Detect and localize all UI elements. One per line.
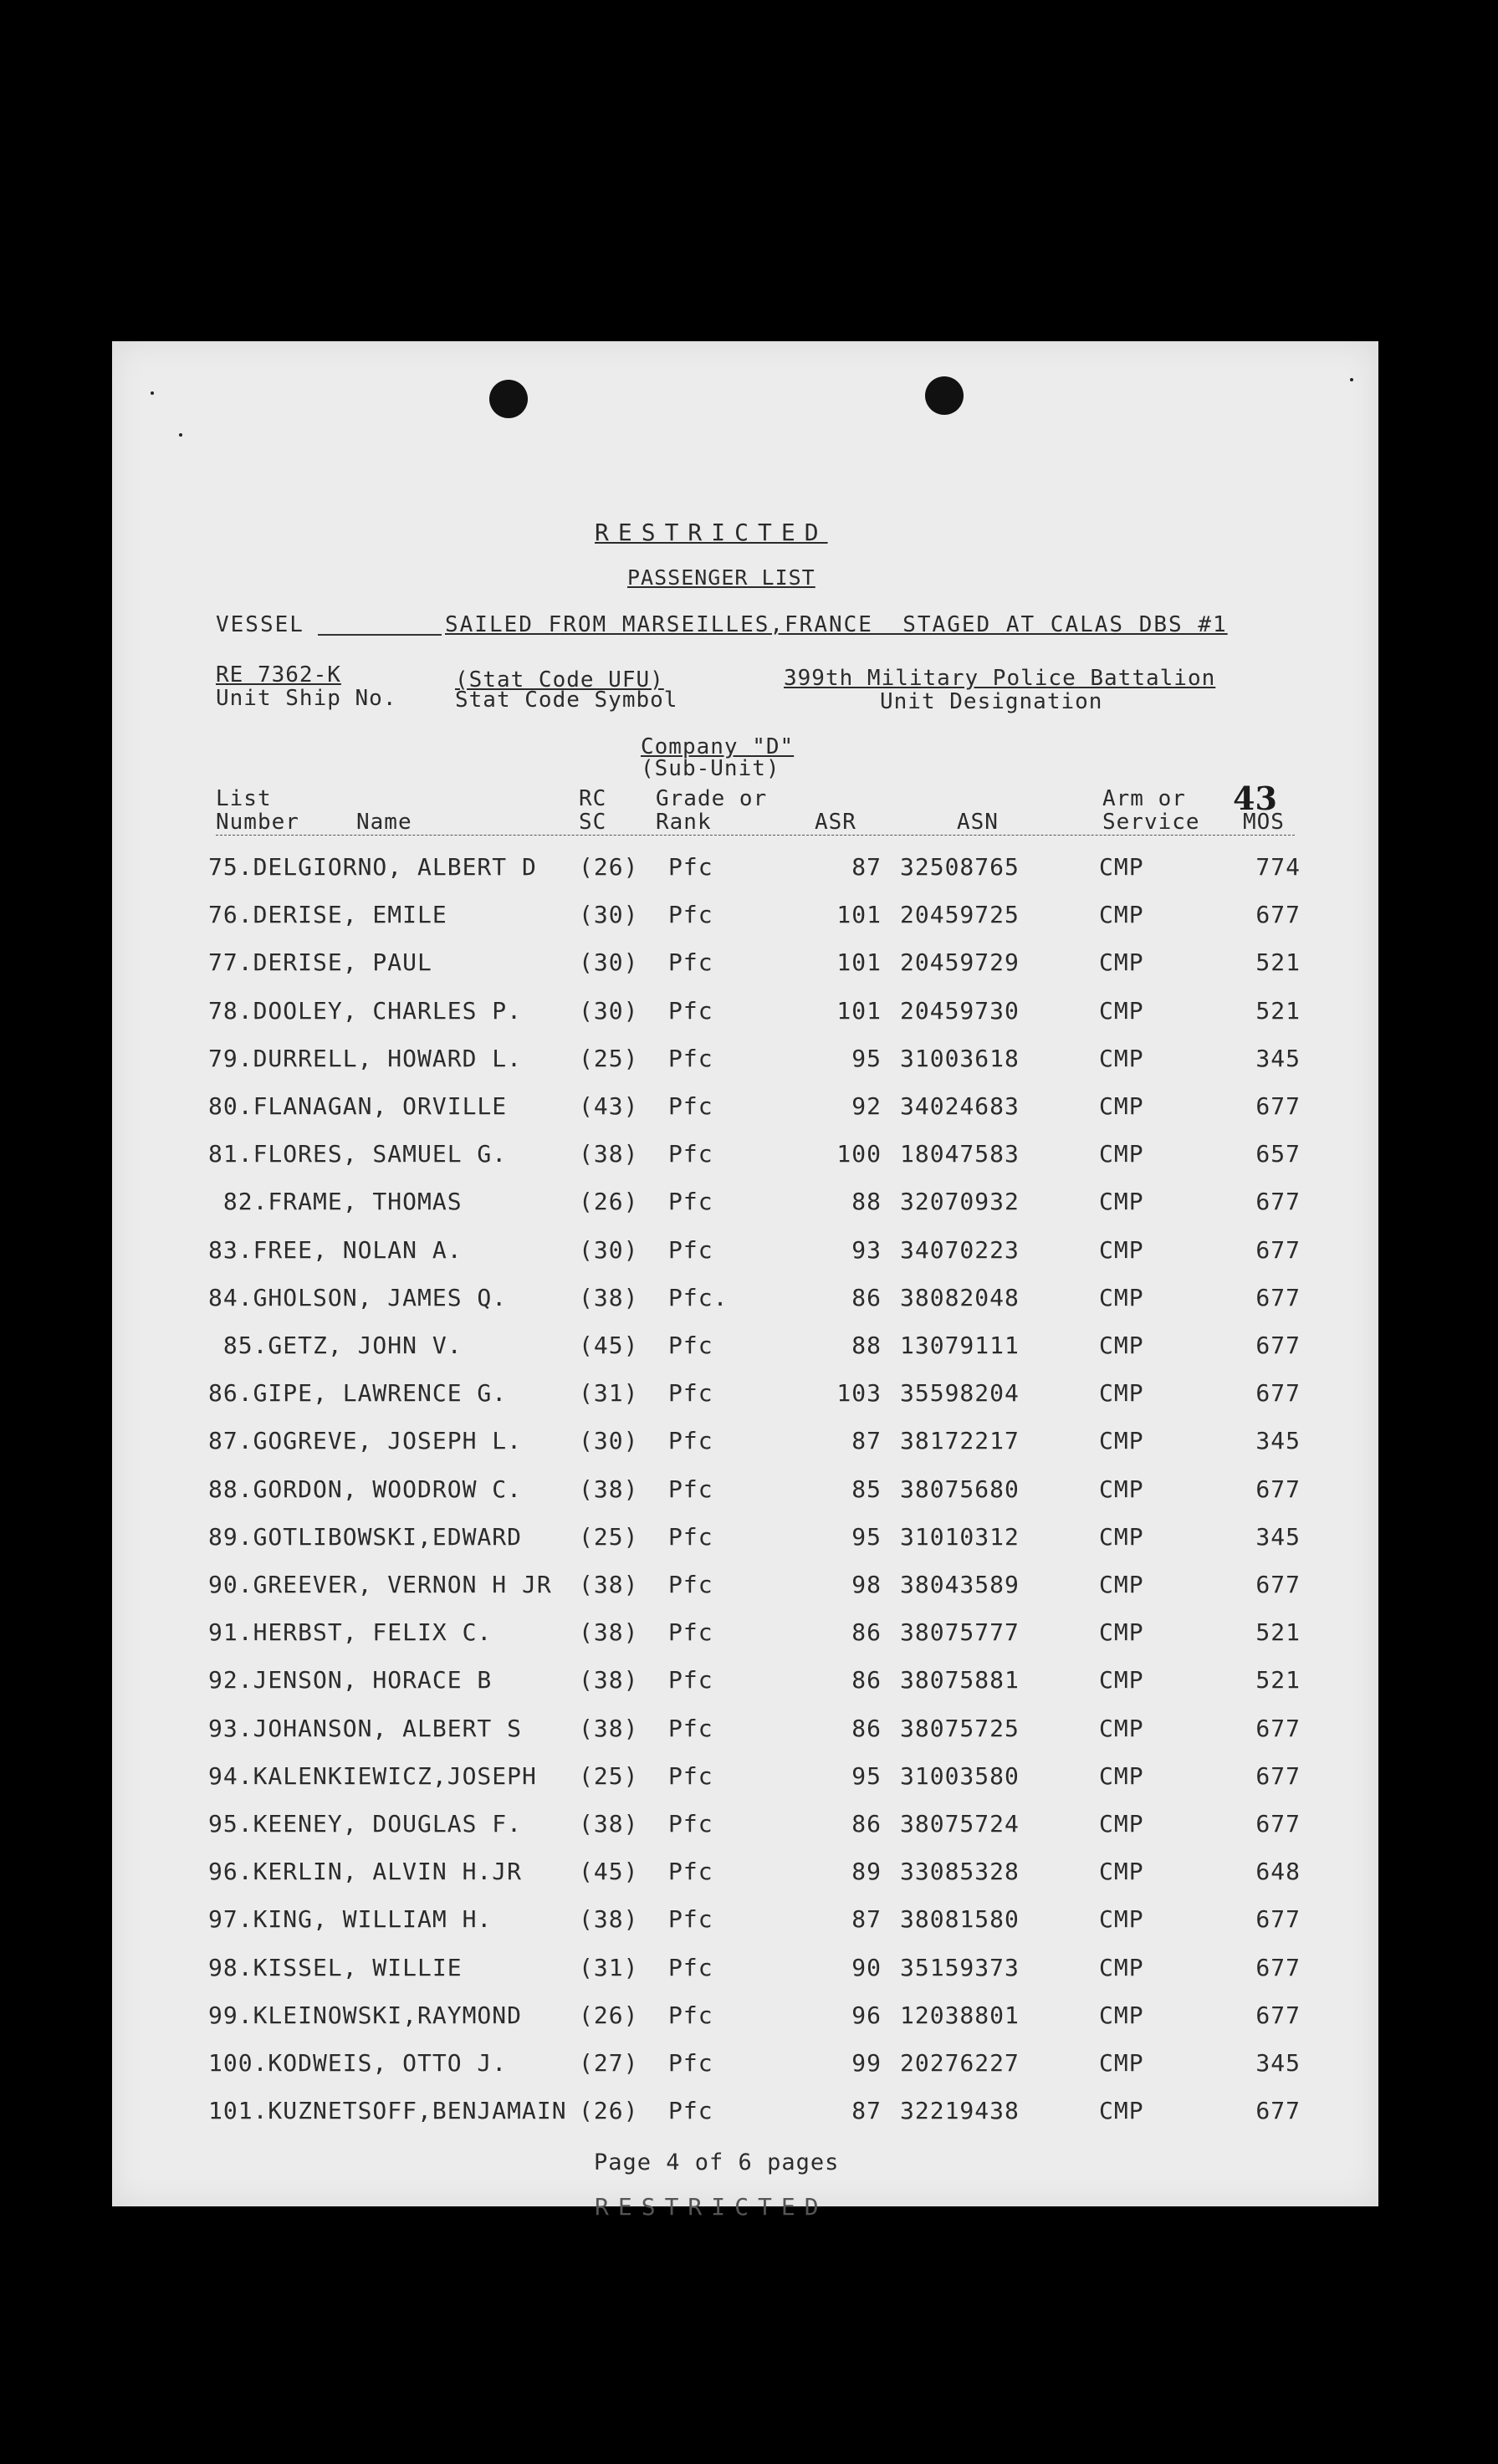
cell-grade: Pfc [668, 1092, 713, 1120]
cell-name: 85.GETZ, JOHN V. [208, 1332, 463, 1359]
cell-arm: CMP [1099, 1954, 1144, 1981]
cell-grade: Pfc [668, 1715, 713, 1742]
cell-arm: CMP [1099, 1379, 1144, 1407]
cell-mos: 345 [1255, 2049, 1301, 2077]
cell-arm: CMP [1099, 1427, 1144, 1454]
cell-rc: (38) [579, 1666, 639, 1694]
cell-asr: 86 [851, 1284, 882, 1311]
cell-asn: 34024683 [900, 1092, 1020, 1120]
cell-name: 86.GIPE, LAWRENCE G. [208, 1379, 508, 1407]
document-page [112, 341, 1378, 2221]
cell-grade: Pfc [668, 1810, 713, 1838]
col-asn-label: ASN [957, 810, 999, 835]
cell-asr: 93 [851, 1236, 882, 1264]
col-grade-label: Grade or [656, 786, 768, 811]
cell-arm: CMP [1099, 1140, 1144, 1168]
cell-asr: 86 [851, 1666, 882, 1694]
cell-mos: 677 [1255, 1092, 1301, 1120]
cell-asn: 31003618 [900, 1045, 1020, 1072]
cell-asr: 87 [851, 853, 882, 881]
cell-rc: (30) [579, 901, 639, 928]
cell-arm: CMP [1099, 1762, 1144, 1790]
cell-rc: (38) [579, 1715, 639, 1742]
sub-unit-label: (Sub-Unit) [641, 756, 780, 781]
cell-arm: CMP [1099, 1810, 1144, 1838]
cell-rc: (30) [579, 948, 639, 976]
cell-arm: CMP [1099, 853, 1144, 881]
cell-arm: CMP [1099, 1523, 1144, 1551]
cell-name: 97.KING, WILLIAM H. [208, 1905, 493, 1933]
cell-arm: CMP [1099, 2001, 1144, 2029]
unit-ship-no-value: RE 7362-K [216, 662, 341, 688]
cell-arm: CMP [1099, 1905, 1144, 1933]
cell-asn: 18047583 [900, 1140, 1020, 1168]
cell-rc: (26) [579, 853, 639, 881]
table-row [112, 1475, 1378, 1509]
page-count: Page 4 of 6 pages [594, 2150, 840, 2175]
col-sc-label: SC [579, 810, 607, 835]
cell-arm: CMP [1099, 1092, 1144, 1120]
cell-name: 93.JOHANSON, ALBERT S [208, 1715, 523, 1742]
cell-grade: Pfc [668, 1954, 713, 1981]
cell-arm: CMP [1099, 1475, 1144, 1503]
col-service-label: Service [1102, 810, 1200, 835]
cell-arm: CMP [1099, 1571, 1144, 1598]
punch-hole-left [489, 380, 528, 418]
restricted-title: RESTRICTED [595, 519, 828, 546]
cell-asn: 20459725 [900, 901, 1020, 928]
cell-grade: Pfc [668, 853, 713, 881]
cell-rc: (26) [579, 2001, 639, 2029]
cell-name: 91.HERBST, FELIX C. [208, 1618, 493, 1646]
cell-asr: 85 [851, 1475, 882, 1503]
cell-asn: 38075777 [900, 1618, 1020, 1646]
cell-mos: 345 [1255, 1045, 1301, 1072]
cell-name: 94.KALENKIEWICZ,JOSEPH [208, 1762, 537, 1790]
cell-asn: 31010312 [900, 1523, 1020, 1551]
sailed-staged-line: SAILED FROM MARSEILLES,FRANCE STAGED AT CALAS DBS #1 [445, 612, 1228, 637]
cell-grade: Pfc [668, 1188, 713, 1215]
cell-grade: Pfc [668, 1618, 713, 1646]
table-row [112, 1954, 1378, 1987]
cell-grade: Pfc [668, 948, 713, 976]
table-row [112, 2049, 1378, 2083]
table-row [112, 1858, 1378, 1891]
cell-mos: 521 [1255, 1666, 1301, 1694]
cell-mos: 657 [1255, 1140, 1301, 1168]
table-row [112, 1762, 1378, 1796]
table-row [112, 2097, 1378, 2130]
cell-rc: (27) [579, 2049, 639, 2077]
unit-designation-label: Unit Designation [880, 689, 1103, 714]
cell-arm: CMP [1099, 1618, 1144, 1646]
col-arm-label: Arm or [1102, 786, 1186, 811]
cell-grade: Pfc [668, 1762, 713, 1790]
cell-asn: 32508765 [900, 853, 1020, 881]
cell-arm: CMP [1099, 948, 1144, 976]
cell-asr: 95 [851, 1762, 882, 1790]
table-row [112, 1379, 1378, 1413]
table-row [112, 1140, 1378, 1173]
cell-asn: 13079111 [900, 1332, 1020, 1359]
table-row [112, 1810, 1378, 1843]
table-row [112, 1715, 1378, 1748]
cell-asr: 101 [836, 997, 882, 1025]
cell-rc: (25) [579, 1762, 639, 1790]
table-row [112, 1618, 1378, 1652]
col-asr-label: ASR [815, 810, 856, 835]
cell-name: 82.FRAME, THOMAS [208, 1188, 463, 1215]
cell-asn: 38081580 [900, 1905, 1020, 1933]
cell-name: 88.GORDON, WOODROW C. [208, 1475, 523, 1503]
cell-arm: CMP [1099, 1045, 1144, 1072]
cell-arm: CMP [1099, 997, 1144, 1025]
cell-grade: Pfc [668, 1045, 713, 1072]
table-row [112, 901, 1378, 934]
cell-mos: 677 [1255, 1571, 1301, 1598]
cell-name: 83.FREE, NOLAN A. [208, 1236, 463, 1264]
cell-rc: (25) [579, 1523, 639, 1551]
table-row [112, 1571, 1378, 1604]
cell-rc: (43) [579, 1092, 639, 1120]
cell-rc: (38) [579, 1571, 639, 1598]
cell-asn: 20459729 [900, 948, 1020, 976]
cell-rc: (38) [579, 1618, 639, 1646]
document-type: PASSENGER LIST [627, 565, 815, 590]
cell-asr: 103 [836, 1379, 882, 1407]
cell-asr: 86 [851, 1715, 882, 1742]
cell-asr: 99 [851, 2049, 882, 2077]
table-row [112, 1332, 1378, 1365]
cell-asn: 38082048 [900, 1284, 1020, 1311]
cell-mos: 677 [1255, 1810, 1301, 1838]
cell-asr: 89 [851, 1858, 882, 1885]
cell-name: 79.DURRELL, HOWARD L. [208, 1045, 523, 1072]
cell-mos: 677 [1255, 2097, 1301, 2124]
cell-asr: 101 [836, 901, 882, 928]
table-row [112, 2001, 1378, 2035]
table-row [112, 948, 1378, 982]
cell-rc: (26) [579, 2097, 639, 2124]
col-number-label: Number [216, 810, 299, 835]
table-row [112, 1905, 1378, 1939]
table-row [112, 1236, 1378, 1270]
table-row [112, 1188, 1378, 1221]
cell-mos: 521 [1255, 1618, 1301, 1646]
cell-grade: Pfc [668, 901, 713, 928]
col-mos-label: MOS [1243, 810, 1285, 835]
cell-mos: 521 [1255, 997, 1301, 1025]
cell-asr: 92 [851, 1092, 882, 1120]
cell-rc: (38) [579, 1810, 639, 1838]
cell-grade: Pfc [668, 1379, 713, 1407]
cell-name: 98.KISSEL, WILLIE [208, 1954, 463, 1981]
cell-name: 81.FLORES, SAMUEL G. [208, 1140, 508, 1168]
cell-rc: (26) [579, 1188, 639, 1215]
cell-grade: Pfc [668, 1332, 713, 1359]
cell-name: 87.GOGREVE, JOSEPH L. [208, 1427, 523, 1454]
cell-name: 77.DERISE, PAUL [208, 948, 432, 976]
cell-asr: 86 [851, 1618, 882, 1646]
cell-mos: 648 [1255, 1858, 1301, 1885]
table-row [112, 1092, 1378, 1126]
cell-grade: Pfc [668, 1858, 713, 1885]
speck [151, 391, 154, 395]
cell-asn: 12038801 [900, 2001, 1020, 2029]
cell-asn: 38075680 [900, 1475, 1020, 1503]
cell-asr: 95 [851, 1523, 882, 1551]
speck [179, 433, 182, 437]
cell-name: 89.GOTLIBOWSKI,EDWARD [208, 1523, 523, 1551]
cell-asn: 32219438 [900, 2097, 1020, 2124]
restricted-footer: RESTRICTED [595, 2193, 828, 2221]
cell-asn: 33085328 [900, 1858, 1020, 1885]
cell-mos: 345 [1255, 1523, 1301, 1551]
cell-asn: 20459730 [900, 997, 1020, 1025]
cell-mos: 677 [1255, 1236, 1301, 1264]
vessel-label: VESSEL [216, 612, 304, 637]
cell-rc: (25) [579, 1045, 639, 1072]
cell-rc: (38) [579, 1905, 639, 1933]
cell-arm: CMP [1099, 2097, 1144, 2124]
cell-rc: (30) [579, 1427, 639, 1454]
cell-grade: Pfc [668, 2097, 713, 2124]
cell-mos: 677 [1255, 1284, 1301, 1311]
table-row [112, 1523, 1378, 1557]
cell-name: 95.KEENEY, DOUGLAS F. [208, 1810, 523, 1838]
cell-arm: CMP [1099, 1284, 1144, 1311]
cell-rc: (38) [579, 1475, 639, 1503]
cell-rc: (38) [579, 1284, 639, 1311]
table-row [112, 1666, 1378, 1700]
cell-arm: CMP [1099, 1858, 1144, 1885]
cell-asr: 90 [851, 1954, 882, 1981]
punch-hole-right [925, 376, 964, 415]
cell-asr: 87 [851, 2097, 882, 2124]
cell-name: 96.KERLIN, ALVIN H.JR [208, 1858, 523, 1885]
cell-asn: 38172217 [900, 1427, 1020, 1454]
cell-grade: Pfc [668, 2001, 713, 2029]
stat-code-label: Stat Code Symbol [455, 688, 678, 713]
cell-mos: 677 [1255, 901, 1301, 928]
cell-asn: 34070223 [900, 1236, 1020, 1264]
cell-mos: 677 [1255, 1332, 1301, 1359]
cell-asr: 87 [851, 1427, 882, 1454]
cell-grade: Pfc [668, 1571, 713, 1598]
cell-arm: CMP [1099, 2049, 1144, 2077]
cell-mos: 677 [1255, 1188, 1301, 1215]
cell-asn: 38075881 [900, 1666, 1020, 1694]
cell-asr: 98 [851, 1571, 882, 1598]
cell-arm: CMP [1099, 1715, 1144, 1742]
cell-mos: 677 [1255, 2001, 1301, 2029]
col-rank-label: Rank [656, 810, 712, 835]
cell-arm: CMP [1099, 1188, 1144, 1215]
cell-mos: 521 [1255, 948, 1301, 976]
unit-ship-no-label: Unit Ship No. [216, 686, 397, 711]
cell-grade: Pfc [668, 1905, 713, 1933]
cell-grade: Pfc [668, 997, 713, 1025]
table-row [112, 853, 1378, 887]
cell-arm: CMP [1099, 1236, 1144, 1264]
cell-asn: 20276227 [900, 2049, 1020, 2077]
cell-grade: Pfc. [668, 1284, 729, 1311]
cell-asn: 32070932 [900, 1188, 1020, 1215]
cell-asr: 88 [851, 1332, 882, 1359]
cell-mos: 677 [1255, 1475, 1301, 1503]
cell-mos: 345 [1255, 1427, 1301, 1454]
cell-grade: Pfc [668, 1666, 713, 1694]
cell-asn: 35598204 [900, 1379, 1020, 1407]
cell-name: 84.GHOLSON, JAMES Q. [208, 1284, 508, 1311]
cell-arm: CMP [1099, 1332, 1144, 1359]
cell-asr: 86 [851, 1810, 882, 1838]
cell-mos: 677 [1255, 1762, 1301, 1790]
cell-name: 99.KLEINOWSKI,RAYMOND [208, 2001, 523, 2029]
cell-rc: (45) [579, 1332, 639, 1359]
vessel-blank [318, 634, 442, 636]
cell-arm: CMP [1099, 901, 1144, 928]
cell-name: 76.DERISE, EMILE [208, 901, 447, 928]
cell-name: 90.GREEVER, VERNON H JR [208, 1571, 552, 1598]
table-row [112, 1045, 1378, 1078]
cell-mos: 677 [1255, 1379, 1301, 1407]
cell-grade: Pfc [668, 2049, 713, 2077]
cell-arm: CMP [1099, 1666, 1144, 1694]
stat-code-value: (Stat Code UFU) [455, 667, 664, 693]
cell-asr: 100 [836, 1140, 882, 1168]
unit-designation-value: 399th Military Police Battalion [784, 666, 1216, 691]
cell-asr: 87 [851, 1905, 882, 1933]
cell-grade: Pfc [668, 1427, 713, 1454]
cell-name: 78.DOOLEY, CHARLES P. [208, 997, 523, 1025]
cell-mos: 677 [1255, 1954, 1301, 1981]
sub-unit-value: Company "D" [641, 734, 795, 759]
cell-asr: 101 [836, 948, 882, 976]
header-underline [216, 835, 1295, 836]
cell-mos: 774 [1255, 853, 1301, 881]
cell-name: 75.DELGIORNO, ALBERT D [208, 853, 537, 881]
cell-asn: 38075724 [900, 1810, 1020, 1838]
cell-grade: Pfc [668, 1475, 713, 1503]
col-list-label: List [216, 786, 272, 811]
cell-asr: 88 [851, 1188, 882, 1215]
cell-grade: Pfc [668, 1236, 713, 1264]
page-marker-number: 43 [1233, 780, 1277, 817]
cell-rc: (31) [579, 1954, 639, 1981]
cell-name: 100.KODWEIS, OTTO J. [208, 2049, 508, 2077]
speck [1350, 378, 1353, 381]
cell-asn: 38043589 [900, 1571, 1020, 1598]
cell-grade: Pfc [668, 1523, 713, 1551]
cell-mos: 677 [1255, 1715, 1301, 1742]
cell-rc: (30) [579, 1236, 639, 1264]
cell-asn: 38075725 [900, 1715, 1020, 1742]
cell-rc: (31) [579, 1379, 639, 1407]
cell-name: 80.FLANAGAN, ORVILLE [208, 1092, 508, 1120]
cell-rc: (38) [579, 1140, 639, 1168]
cell-name: 101.KUZNETSOFF,BENJAMAIN [208, 2097, 567, 2124]
table-row [112, 997, 1378, 1030]
cell-rc: (45) [579, 1858, 639, 1885]
cell-mos: 677 [1255, 1905, 1301, 1933]
col-rc-label: RC [579, 786, 607, 811]
cell-rc: (30) [579, 997, 639, 1025]
cell-name: 92.JENSON, HORACE B [208, 1666, 493, 1694]
cell-asn: 31003580 [900, 1762, 1020, 1790]
cell-asr: 96 [851, 2001, 882, 2029]
table-row [112, 1284, 1378, 1317]
cell-asr: 95 [851, 1045, 882, 1072]
cell-grade: Pfc [668, 1140, 713, 1168]
cell-asn: 35159373 [900, 1954, 1020, 1981]
col-name-label: Name [356, 810, 412, 835]
table-row [112, 1427, 1378, 1460]
